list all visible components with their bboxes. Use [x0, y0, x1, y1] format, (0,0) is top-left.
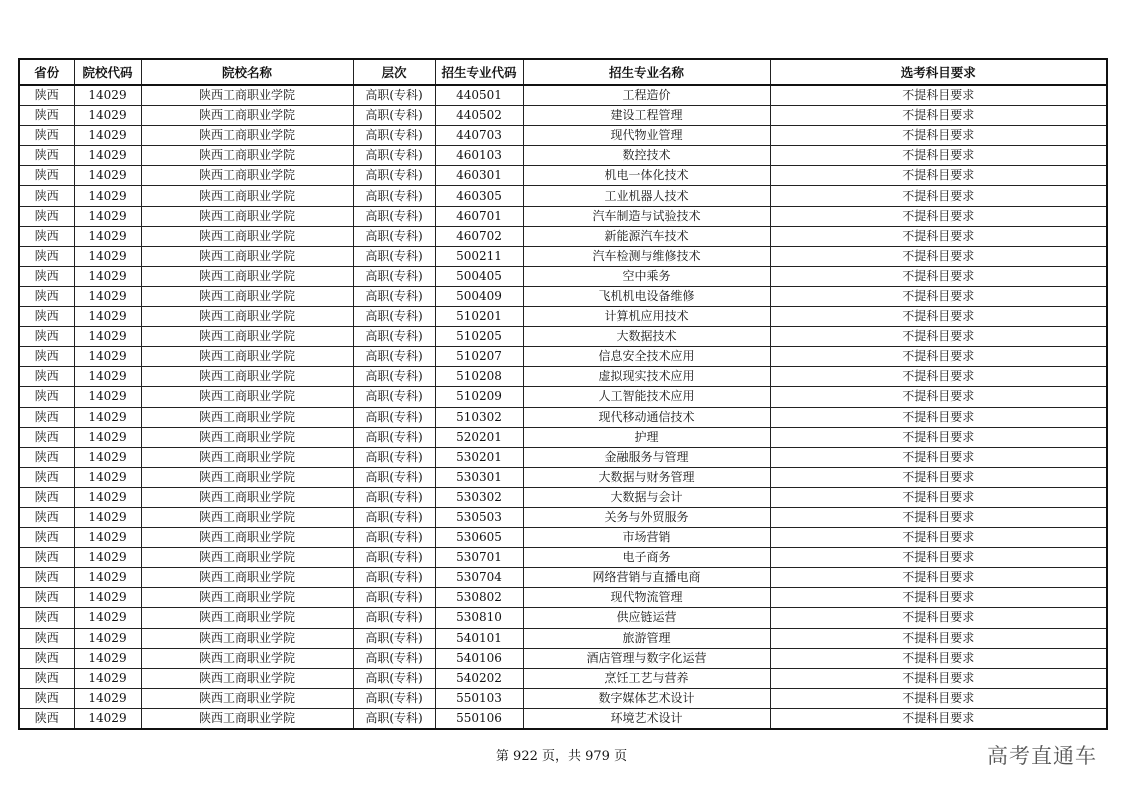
- cell-school-code: 14029: [74, 507, 141, 527]
- cell-major-name: 旅游管理: [523, 628, 770, 648]
- cell-major-code: 510205: [435, 327, 523, 347]
- cell-level: 高职(专科): [353, 588, 435, 608]
- cell-school-name: 陕西工商职业学院: [141, 528, 353, 548]
- table-body: [19, 85, 1107, 729]
- cell-major-code: 510208: [435, 367, 523, 387]
- cell-subject-requirement: 不提科目要求: [770, 327, 1107, 347]
- cell-school-name: 陕西工商职业学院: [141, 307, 353, 327]
- cell-school-name: 陕西工商职业学院: [141, 548, 353, 568]
- table-row: [19, 407, 1107, 427]
- table-row: [19, 166, 1107, 186]
- cell-major-name: 机电一体化技术: [523, 166, 770, 186]
- cell-level: 高职(专科): [353, 347, 435, 367]
- cell-major-name: 虚拟现实技术应用: [523, 367, 770, 387]
- cell-province: 陕西: [19, 668, 74, 688]
- cell-school-code: 14029: [74, 708, 141, 729]
- cell-subject-requirement: 不提科目要求: [770, 447, 1107, 467]
- cell-major-code: 530701: [435, 548, 523, 568]
- cell-school-code: 14029: [74, 307, 141, 327]
- cell-major-code: 440501: [435, 85, 523, 106]
- cell-major-name: 数字媒体艺术设计: [523, 688, 770, 708]
- table-row: [19, 146, 1107, 166]
- cell-level: 高职(专科): [353, 286, 435, 306]
- table-row: [19, 507, 1107, 527]
- cell-major-code: 530301: [435, 467, 523, 487]
- cell-school-code: 14029: [74, 447, 141, 467]
- cell-school-code: 14029: [74, 246, 141, 266]
- cell-school-name: 陕西工商职业学院: [141, 568, 353, 588]
- cell-level: 高职(专科): [353, 487, 435, 507]
- table-row: [19, 688, 1107, 708]
- cell-level: 高职(专科): [353, 186, 435, 206]
- cell-level: 高职(专科): [353, 668, 435, 688]
- cell-major-name: 关务与外贸服务: [523, 507, 770, 527]
- table-row: [19, 85, 1107, 106]
- cell-major-name: 供应链运营: [523, 608, 770, 628]
- cell-subject-requirement: 不提科目要求: [770, 608, 1107, 628]
- cell-school-name: 陕西工商职业学院: [141, 708, 353, 729]
- cell-major-name: 飞机机电设备维修: [523, 286, 770, 306]
- cell-subject-requirement: 不提科目要求: [770, 367, 1107, 387]
- table-row: [19, 447, 1107, 467]
- cell-subject-requirement: 不提科目要求: [770, 427, 1107, 447]
- cell-level: 高职(专科): [353, 688, 435, 708]
- cell-school-code: 14029: [74, 528, 141, 548]
- cell-major-name: 市场营销: [523, 528, 770, 548]
- cell-school-name: 陕西工商职业学院: [141, 467, 353, 487]
- cell-subject-requirement: 不提科目要求: [770, 487, 1107, 507]
- cell-subject-requirement: 不提科目要求: [770, 146, 1107, 166]
- cell-subject-requirement: 不提科目要求: [770, 708, 1107, 729]
- cell-province: 陕西: [19, 447, 74, 467]
- cell-school-name: 陕西工商职业学院: [141, 387, 353, 407]
- cell-major-code: 440703: [435, 126, 523, 146]
- cell-school-name: 陕西工商职业学院: [141, 628, 353, 648]
- cell-subject-requirement: 不提科目要求: [770, 407, 1107, 427]
- cell-major-name: 工程造价: [523, 85, 770, 106]
- cell-level: 高职(专科): [353, 447, 435, 467]
- cell-province: 陕西: [19, 688, 74, 708]
- page-number-text: 第 922 页，共 979 页: [495, 749, 628, 764]
- cell-province: 陕西: [19, 608, 74, 628]
- cell-school-name: 陕西工商职业学院: [141, 688, 353, 708]
- cell-school-code: 14029: [74, 327, 141, 347]
- cell-province: 陕西: [19, 407, 74, 427]
- cell-major-name: 新能源汽车技术: [523, 226, 770, 246]
- table-row: [19, 367, 1107, 387]
- cell-province: 陕西: [19, 487, 74, 507]
- table-row: [19, 206, 1107, 226]
- cell-province: 陕西: [19, 206, 74, 226]
- cell-school-name: 陕西工商职业学院: [141, 85, 353, 106]
- cell-province: 陕西: [19, 467, 74, 487]
- cell-major-name: 空中乘务: [523, 266, 770, 286]
- cell-major-name: 数控技术: [523, 146, 770, 166]
- cell-major-name: 工业机器人技术: [523, 186, 770, 206]
- cell-level: 高职(专科): [353, 507, 435, 527]
- table-row: [19, 628, 1107, 648]
- enrollment-table: [18, 58, 1108, 730]
- cell-major-name: 电子商务: [523, 548, 770, 568]
- table-row: [19, 266, 1107, 286]
- cell-subject-requirement: 不提科目要求: [770, 347, 1107, 367]
- table-row: [19, 307, 1107, 327]
- cell-level: 高职(专科): [353, 166, 435, 186]
- cell-major-code: 540202: [435, 668, 523, 688]
- cell-major-name: 现代物流管理: [523, 588, 770, 608]
- cell-major-name: 建设工程管理: [523, 106, 770, 126]
- cell-school-code: 14029: [74, 347, 141, 367]
- table-row: [19, 387, 1107, 407]
- cell-province: 陕西: [19, 286, 74, 306]
- cell-level: 高职(专科): [353, 387, 435, 407]
- cell-school-name: 陕西工商职业学院: [141, 146, 353, 166]
- cell-school-code: 14029: [74, 648, 141, 668]
- table-row: [19, 226, 1107, 246]
- table-row: [19, 327, 1107, 347]
- cell-major-name: 汽车检测与维修技术: [523, 246, 770, 266]
- cell-school-code: 14029: [74, 427, 141, 447]
- cell-major-code: 530704: [435, 568, 523, 588]
- header-province: 省份: [19, 59, 74, 85]
- cell-subject-requirement: 不提科目要求: [770, 126, 1107, 146]
- cell-province: 陕西: [19, 85, 74, 106]
- cell-school-name: 陕西工商职业学院: [141, 226, 353, 246]
- cell-subject-requirement: 不提科目要求: [770, 186, 1107, 206]
- cell-major-code: 550106: [435, 708, 523, 729]
- cell-province: 陕西: [19, 427, 74, 447]
- cell-level: 高职(专科): [353, 106, 435, 126]
- cell-subject-requirement: 不提科目要求: [770, 166, 1107, 186]
- page-number: [0, 745, 1123, 764]
- cell-school-name: 陕西工商职业学院: [141, 327, 353, 347]
- cell-province: 陕西: [19, 507, 74, 527]
- cell-school-name: 陕西工商职业学院: [141, 507, 353, 527]
- header-school-code: 院校代码: [74, 59, 141, 85]
- cell-level: 高职(专科): [353, 146, 435, 166]
- cell-school-name: 陕西工商职业学院: [141, 608, 353, 628]
- cell-school-code: 14029: [74, 166, 141, 186]
- cell-major-name: 人工智能技术应用: [523, 387, 770, 407]
- cell-school-code: 14029: [74, 568, 141, 588]
- cell-school-code: 14029: [74, 588, 141, 608]
- cell-province: 陕西: [19, 226, 74, 246]
- cell-school-name: 陕西工商职业学院: [141, 447, 353, 467]
- cell-school-code: 14029: [74, 106, 141, 126]
- cell-school-code: 14029: [74, 186, 141, 206]
- cell-major-code: 460701: [435, 206, 523, 226]
- cell-major-code: 460103: [435, 146, 523, 166]
- cell-major-code: 510201: [435, 307, 523, 327]
- cell-level: 高职(专科): [353, 367, 435, 387]
- cell-school-code: 14029: [74, 548, 141, 568]
- cell-school-name: 陕西工商职业学院: [141, 407, 353, 427]
- cell-school-name: 陕西工商职业学院: [141, 427, 353, 447]
- cell-major-name: 金融服务与管理: [523, 447, 770, 467]
- cell-province: 陕西: [19, 146, 74, 166]
- cell-major-name: 信息安全技术应用: [523, 347, 770, 367]
- table-row: [19, 186, 1107, 206]
- cell-subject-requirement: 不提科目要求: [770, 668, 1107, 688]
- header-major-name: 招生专业名称: [523, 59, 770, 85]
- cell-level: 高职(专科): [353, 628, 435, 648]
- cell-level: 高职(专科): [353, 206, 435, 226]
- table-row: [19, 588, 1107, 608]
- cell-school-code: 14029: [74, 688, 141, 708]
- cell-school-code: 14029: [74, 266, 141, 286]
- table-row: [19, 126, 1107, 146]
- cell-subject-requirement: 不提科目要求: [770, 507, 1107, 527]
- cell-province: 陕西: [19, 528, 74, 548]
- cell-level: 高职(专科): [353, 327, 435, 347]
- cell-subject-requirement: 不提科目要求: [770, 246, 1107, 266]
- header-subject-requirement: 选考科目要求: [770, 59, 1107, 85]
- cell-school-code: 14029: [74, 286, 141, 306]
- cell-subject-requirement: 不提科目要求: [770, 387, 1107, 407]
- cell-school-name: 陕西工商职业学院: [141, 266, 353, 286]
- cell-subject-requirement: 不提科目要求: [770, 548, 1107, 568]
- cell-school-code: 14029: [74, 206, 141, 226]
- cell-school-name: 陕西工商职业学院: [141, 206, 353, 226]
- cell-major-code: 540101: [435, 628, 523, 648]
- cell-province: 陕西: [19, 126, 74, 146]
- cell-major-name: 大数据技术: [523, 327, 770, 347]
- cell-school-code: 14029: [74, 126, 141, 146]
- cell-school-code: 14029: [74, 226, 141, 246]
- cell-major-code: 460702: [435, 226, 523, 246]
- cell-school-code: 14029: [74, 146, 141, 166]
- cell-school-name: 陕西工商职业学院: [141, 367, 353, 387]
- cell-province: 陕西: [19, 106, 74, 126]
- header-school-name: 院校名称: [141, 59, 353, 85]
- cell-major-code: 530605: [435, 528, 523, 548]
- cell-school-name: 陕西工商职业学院: [141, 487, 353, 507]
- cell-province: 陕西: [19, 246, 74, 266]
- cell-major-code: 440502: [435, 106, 523, 126]
- table-row: [19, 467, 1107, 487]
- cell-major-code: 520201: [435, 427, 523, 447]
- table-row: [19, 286, 1107, 306]
- cell-major-name: 环境艺术设计: [523, 708, 770, 729]
- cell-major-code: 530302: [435, 487, 523, 507]
- cell-major-name: 大数据与会计: [523, 487, 770, 507]
- cell-school-code: 14029: [74, 628, 141, 648]
- cell-major-code: 530201: [435, 447, 523, 467]
- cell-province: 陕西: [19, 347, 74, 367]
- table-header: [19, 59, 1107, 85]
- table-row: [19, 528, 1107, 548]
- table-row: [19, 548, 1107, 568]
- cell-level: 高职(专科): [353, 467, 435, 487]
- cell-subject-requirement: 不提科目要求: [770, 206, 1107, 226]
- table-row: [19, 347, 1107, 367]
- table-row: [19, 668, 1107, 688]
- cell-major-name: 烹饪工艺与营养: [523, 668, 770, 688]
- cell-province: 陕西: [19, 588, 74, 608]
- cell-school-name: 陕西工商职业学院: [141, 668, 353, 688]
- header-level: 层次: [353, 59, 435, 85]
- cell-subject-requirement: 不提科目要求: [770, 467, 1107, 487]
- cell-level: 高职(专科): [353, 548, 435, 568]
- cell-major-code: 530802: [435, 588, 523, 608]
- cell-province: 陕西: [19, 628, 74, 648]
- cell-school-name: 陕西工商职业学院: [141, 126, 353, 146]
- cell-province: 陕西: [19, 548, 74, 568]
- cell-level: 高职(专科): [353, 427, 435, 447]
- table-row: [19, 608, 1107, 628]
- cell-major-code: 510209: [435, 387, 523, 407]
- cell-subject-requirement: 不提科目要求: [770, 688, 1107, 708]
- cell-subject-requirement: 不提科目要求: [770, 628, 1107, 648]
- cell-school-name: 陕西工商职业学院: [141, 588, 353, 608]
- cell-school-code: 14029: [74, 668, 141, 688]
- table-row: [19, 708, 1107, 729]
- table-row: [19, 487, 1107, 507]
- cell-subject-requirement: 不提科目要求: [770, 528, 1107, 548]
- cell-level: 高职(专科): [353, 266, 435, 286]
- watermark-text: 高考直通车: [987, 744, 1097, 768]
- cell-major-code: 500405: [435, 266, 523, 286]
- cell-subject-requirement: 不提科目要求: [770, 307, 1107, 327]
- cell-school-name: 陕西工商职业学院: [141, 648, 353, 668]
- cell-major-code: 510302: [435, 407, 523, 427]
- cell-province: 陕西: [19, 708, 74, 729]
- cell-major-name: 汽车制造与试验技术: [523, 206, 770, 226]
- cell-province: 陕西: [19, 166, 74, 186]
- cell-school-code: 14029: [74, 487, 141, 507]
- cell-level: 高职(专科): [353, 226, 435, 246]
- cell-school-code: 14029: [74, 367, 141, 387]
- cell-level: 高职(专科): [353, 126, 435, 146]
- cell-level: 高职(专科): [353, 528, 435, 548]
- cell-province: 陕西: [19, 266, 74, 286]
- cell-major-name: 现代物业管理: [523, 126, 770, 146]
- cell-subject-requirement: 不提科目要求: [770, 286, 1107, 306]
- cell-major-code: 530810: [435, 608, 523, 628]
- header-row: [19, 59, 1107, 85]
- cell-school-code: 14029: [74, 387, 141, 407]
- cell-subject-requirement: 不提科目要求: [770, 266, 1107, 286]
- cell-major-code: 460305: [435, 186, 523, 206]
- cell-major-code: 530503: [435, 507, 523, 527]
- table-row: [19, 568, 1107, 588]
- cell-major-code: 460301: [435, 166, 523, 186]
- cell-school-code: 14029: [74, 85, 141, 106]
- cell-level: 高职(专科): [353, 708, 435, 729]
- cell-level: 高职(专科): [353, 608, 435, 628]
- cell-school-code: 14029: [74, 608, 141, 628]
- cell-school-name: 陕西工商职业学院: [141, 286, 353, 306]
- cell-subject-requirement: 不提科目要求: [770, 568, 1107, 588]
- cell-major-name: 大数据与财务管理: [523, 467, 770, 487]
- cell-subject-requirement: 不提科目要求: [770, 648, 1107, 668]
- cell-major-name: 计算机应用技术: [523, 307, 770, 327]
- cell-province: 陕西: [19, 367, 74, 387]
- table-row: [19, 106, 1107, 126]
- cell-school-name: 陕西工商职业学院: [141, 166, 353, 186]
- cell-major-name: 现代移动通信技术: [523, 407, 770, 427]
- cell-province: 陕西: [19, 186, 74, 206]
- cell-subject-requirement: 不提科目要求: [770, 226, 1107, 246]
- cell-major-code: 510207: [435, 347, 523, 367]
- cell-level: 高职(专科): [353, 407, 435, 427]
- cell-subject-requirement: 不提科目要求: [770, 588, 1107, 608]
- cell-level: 高职(专科): [353, 246, 435, 266]
- cell-school-name: 陕西工商职业学院: [141, 246, 353, 266]
- cell-major-code: 500409: [435, 286, 523, 306]
- cell-major-code: 550103: [435, 688, 523, 708]
- cell-school-name: 陕西工商职业学院: [141, 347, 353, 367]
- table-row: [19, 246, 1107, 266]
- cell-school-code: 14029: [74, 467, 141, 487]
- cell-school-name: 陕西工商职业学院: [141, 106, 353, 126]
- cell-school-code: 14029: [74, 407, 141, 427]
- cell-level: 高职(专科): [353, 568, 435, 588]
- cell-province: 陕西: [19, 307, 74, 327]
- cell-subject-requirement: 不提科目要求: [770, 106, 1107, 126]
- cell-major-code: 540106: [435, 648, 523, 668]
- cell-major-name: 护理: [523, 427, 770, 447]
- cell-level: 高职(专科): [353, 85, 435, 106]
- header-major-code: 招生专业代码: [435, 59, 523, 85]
- cell-province: 陕西: [19, 648, 74, 668]
- cell-province: 陕西: [19, 387, 74, 407]
- cell-major-name: 网络营销与直播电商: [523, 568, 770, 588]
- cell-province: 陕西: [19, 568, 74, 588]
- cell-subject-requirement: 不提科目要求: [770, 85, 1107, 106]
- cell-major-name: 酒店管理与数字化运营: [523, 648, 770, 668]
- cell-province: 陕西: [19, 327, 74, 347]
- cell-school-name: 陕西工商职业学院: [141, 186, 353, 206]
- cell-major-code: 500211: [435, 246, 523, 266]
- cell-level: 高职(专科): [353, 648, 435, 668]
- table-row: [19, 648, 1107, 668]
- table-row: [19, 427, 1107, 447]
- cell-level: 高职(专科): [353, 307, 435, 327]
